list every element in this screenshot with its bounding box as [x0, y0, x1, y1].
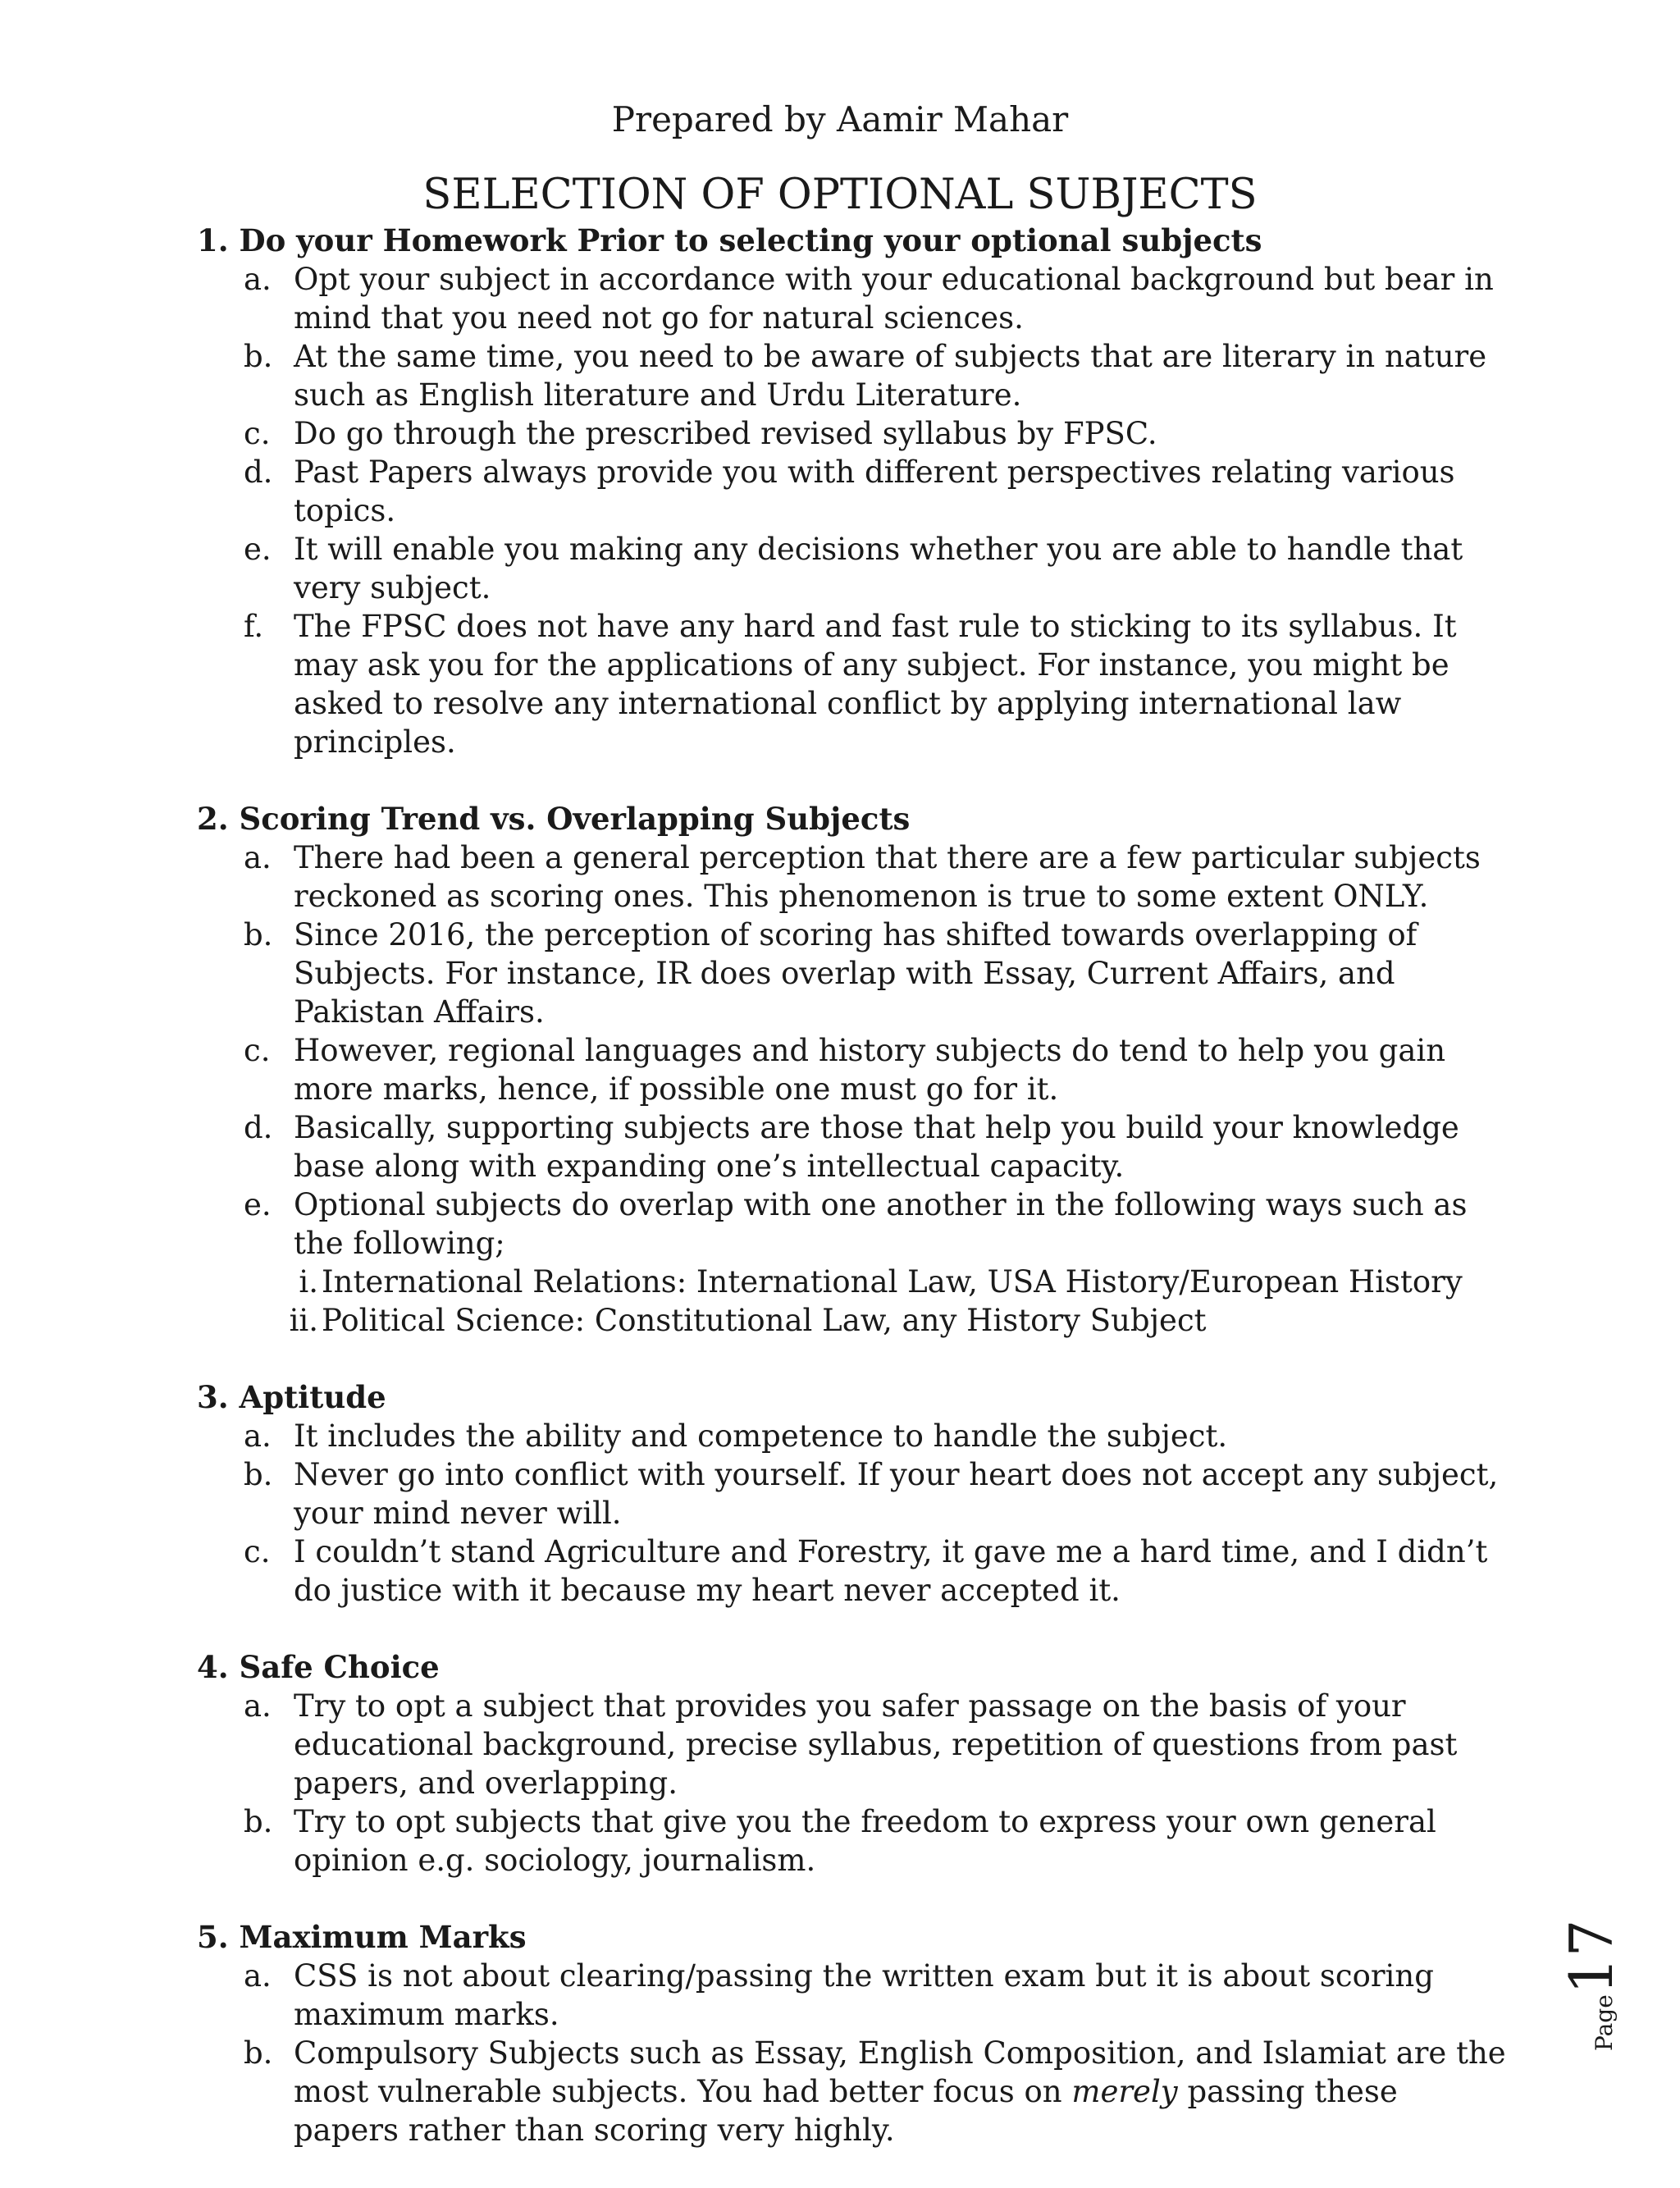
list-marker: a.: [244, 1958, 272, 1994]
sub-list-item-text: International Relations: International Law, USA History/European History: [322, 1264, 1463, 1300]
page-number-rotated: [1557, 1912, 1639, 2051]
list-item: [197, 260, 1509, 337]
list-marker: b.: [244, 1457, 273, 1492]
list-marker: b.: [244, 2035, 273, 2071]
list-item: [197, 1533, 1509, 1610]
list-item-text: Basically, supporting subjects are those that help you build your knowledge base along with expanding one’s intellectual capacity.: [294, 1110, 1459, 1184]
list-item: [197, 1108, 1509, 1185]
section-heading: 1. Do your Homework Prior to selecting your optional subjects: [197, 222, 1262, 258]
list-item-text-emphasis: merely: [1071, 2074, 1178, 2109]
list-item-text: Do go through the prescribed revised syllabus by FPSC.: [294, 416, 1157, 451]
section-safe-choice: [197, 1648, 1509, 1880]
list-item-text: Never go into conflict with yourself. If your heart does not accept any subject, your mind never will.: [294, 1457, 1499, 1531]
list-item-text: Try to opt subjects that give you the freedom to express your own general opinion e.g. sociology, journalism.: [294, 1804, 1436, 1878]
item-list: [197, 260, 1509, 761]
item-list: [197, 1957, 1509, 2149]
list-marker: c.: [244, 1534, 271, 1569]
section-scoring-trend: [197, 800, 1509, 1340]
list-item: [197, 838, 1509, 916]
list-marker: e.: [244, 532, 272, 567]
list-item-text: Try to opt a subject that provides you safer passage on the basis of your educational background, precise syllabus, repetition of questions from past papers, and overlapping.: [294, 1688, 1458, 1801]
sub-list-item: [197, 1263, 1509, 1301]
item-list: [197, 838, 1509, 1340]
list-item: [197, 1185, 1509, 1340]
list-item: [197, 453, 1509, 530]
list-marker: a.: [244, 1688, 272, 1724]
sub-item-list: [289, 1263, 1509, 1340]
list-item: [197, 1802, 1509, 1880]
list-marker: c.: [244, 1033, 271, 1068]
list-marker: c.: [244, 416, 271, 451]
list-item-text: Past Papers always provide you with different perspectives relating various topics.: [294, 455, 1455, 528]
item-list: [197, 1687, 1509, 1880]
list-marker: d.: [244, 1110, 273, 1145]
list-item: [197, 530, 1509, 607]
list-item: [197, 1957, 1509, 2034]
list-item: [197, 607, 1509, 761]
list-item-text: It includes the ability and competence to handle the subject.: [294, 1418, 1228, 1454]
list-marker: b.: [244, 339, 273, 374]
list-marker: a.: [244, 840, 272, 875]
list-item-text: CSS is not about clearing/passing the written exam but it is about scoring maximum marks.: [294, 1958, 1434, 2032]
list-item-text: I couldn’t stand Agriculture and Forestry, it gave me a hard time, and I didn’t do justice with it because my heart never accepted it.: [294, 1534, 1488, 1608]
list-marker: b.: [244, 1804, 273, 1839]
list-marker: a.: [244, 262, 272, 297]
list-item-text: Since 2016, the perception of scoring has shifted towards overlapping of Subjects. For instance, IR does overlap with Essay, Current Affairs, and Pakistan Affairs.: [294, 917, 1418, 1030]
list-item-text-before: Compulsory Subjects such as Essay, English Composition, and Islamiat are the most vulnerable subjects. You had better focus on: [294, 2035, 1506, 2109]
sub-list-item: [197, 1301, 1509, 1340]
list-marker: e.: [244, 1187, 272, 1222]
page-title: SELECTION OF OPTIONAL SUBJECTS: [422, 171, 1258, 219]
list-item: [197, 916, 1509, 1031]
section-maximum-marks: [197, 1918, 1509, 2149]
section-heading: 4. Safe Choice: [197, 1649, 440, 1685]
list-item-text: It will enable you making any decisions whether you are able to handle that very subject.: [294, 532, 1463, 605]
list-item-text: Opt your subject in accordance with your educational background but bear in mind that you need not go for natural sciences.: [294, 262, 1494, 336]
section-aptitude: [197, 1378, 1509, 1610]
page-word: Page: [1591, 1994, 1618, 2051]
sub-list-item-text: Political Science: Constitutional Law, any History Subject: [322, 1303, 1207, 1338]
item-list: [197, 1417, 1509, 1610]
page-number-footer: [1557, 1912, 1639, 2051]
list-item: [197, 1687, 1509, 1802]
list-item-text: Optional subjects do overlap with one another in the following ways such as the following;: [294, 1187, 1468, 1261]
list-marker: a.: [244, 1418, 272, 1454]
list-item: [197, 1417, 1509, 1455]
list-item-text: There had been a general perception that there are a few particular subjects reckoned as scoring ones. This phenomenon is true to some extent ONLY.: [294, 840, 1481, 914]
list-item-text: The FPSC does not have any hard and fast rule to sticking to its syllabus. It may ask you for the applications of any subject. For instance, you might be asked to resolve any international conflict by applying international law principles.: [294, 609, 1457, 760]
prepared-by-line: Prepared by Aamir Mahar: [611, 99, 1069, 139]
sub-list-marker: ii.: [289, 1303, 318, 1338]
list-item: [197, 414, 1509, 453]
list-item: [197, 1455, 1509, 1533]
list-item-text-after: passing these papers rather than scoring very highly.: [294, 2074, 1398, 2148]
list-marker: d.: [244, 455, 273, 490]
list-item: [197, 1031, 1509, 1108]
section-heading: 2. Scoring Trend vs. Overlapping Subjects: [197, 801, 911, 837]
list-item-text: At the same time, you need to be aware of subjects that are literary in nature such as English literature and Urdu Literature.: [294, 339, 1487, 413]
section-homework: [197, 222, 1509, 761]
list-marker: b.: [244, 917, 273, 952]
section-heading: 3. Aptitude: [197, 1379, 386, 1415]
document-body: [197, 222, 1509, 2188]
list-item-text: However, regional languages and history subjects do tend to help you gain more marks, hence, if possible one must go for it.: [294, 1033, 1446, 1107]
list-item: [197, 2034, 1509, 2149]
page-number: 17: [1557, 1919, 1626, 1995]
section-heading: 5. Maximum Marks: [197, 1919, 527, 1955]
list-marker: f.: [244, 609, 264, 644]
sub-list-marker: i.: [299, 1264, 318, 1300]
list-item: [197, 337, 1509, 414]
